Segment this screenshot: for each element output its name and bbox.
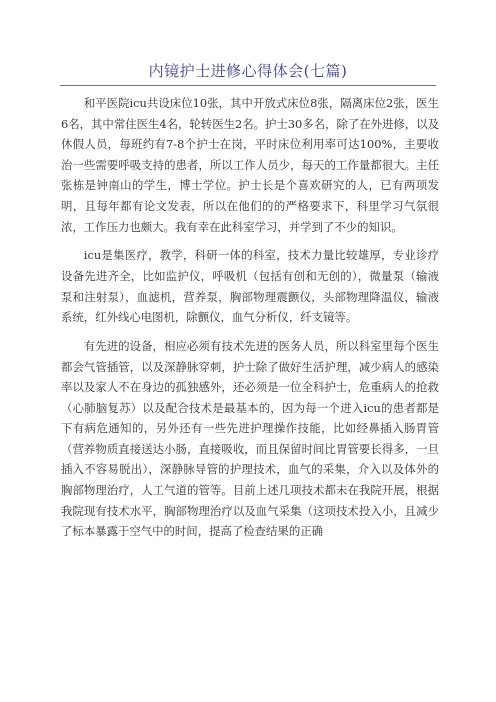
- document-body: [61, 93, 439, 550]
- paragraph-3: 有先进的设备，相应必须有技术先进的医务人员，所以科室里每个医生都会气管插管，以及深静脉穿刺，护士除了做好生活护理，减少病人的感染率以及家人不在身边的孤独感外，还必须是一位全科护士，危重病人的抢救（心肺脑复苏）以及配合技术是最基本的，因为每一个进入icu的患者都是下有病危通知的，另外还有一些先进护理操作技能，比如经鼻插入肠胃管（营养物质直接送达小肠，直接吸收，而且保留时间比胃管要长得多，一旦插入不容易脱出），深静脉导管的护理技术，血气的采集，介入以及体外的胸部物理治疗，人工气道的管等。目前上述几项技术都未在我院开展，根据我院现有技术水平，胸部物理治疗以及血气采集（这项技术投入小，且减少了标本暴露于空气中的时间，提高了检查结果的正确: [61, 338, 439, 539]
- document-title: 内镜护士进修心得体会(七篇): [148, 62, 348, 80]
- title-underline: [60, 85, 436, 86]
- paragraph-2: icu是集医疗，教学，科研一体的科室，技术力量比较雄厚，专业诊疗设备先进齐全，比如监护仪，呼吸机（包括有创和无创的），微量泵（输液泵和注射泵），血滤机，营养泵，胸部物理震颤仪，头部物理降温仪，输液系统，红外线心电图机，除颤仪，血气分析仪，纤支镜等。: [61, 248, 439, 325]
- paragraph-1: 和平医院icu共设床位10张，其中开放式床位8张，隔离床位2张，医生6名，其中常住医生4名，轮转医生2名。护士30多名，除了在外进修，以及休假人员，每班约有7-8个护士在岗，平时床位利用率可达100%，主要收治一些需要呼吸支持的患者，所以工作人员少，每天的工作量都很大。主任张栋是钟南山的学生，博士学位。护士长是个喜欢研究的人，已有两项发明，且每年都有论文发表，所以在他们的的严格要求下，科里学习气氛很浓，工作压力也颇大。我有幸在此科室学习，并学到了不少的知识。: [61, 96, 439, 234]
